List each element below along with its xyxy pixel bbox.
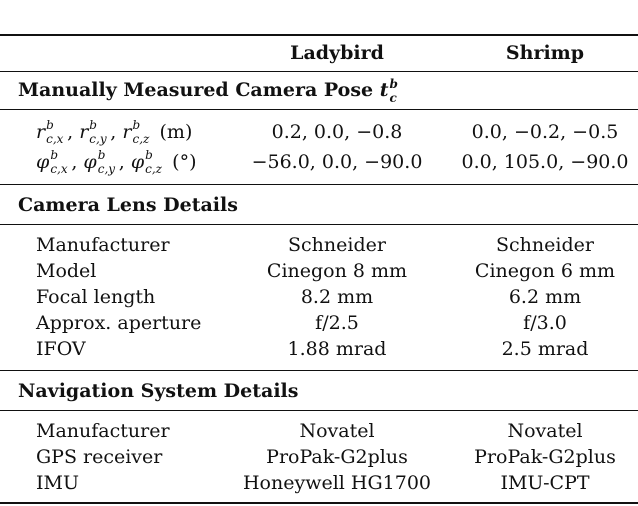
table-row: Manufacturer Schneider Schneider: [36, 234, 594, 256]
pose-translation-shrimp: 0.0, −0.2, −0.5: [471, 121, 619, 143]
pose-row-translation: [0, 119, 638, 145]
bottom-rule: [0, 502, 638, 504]
table-row: IFOV 1.88 mrad 2.5 mrad: [36, 338, 589, 360]
section-rule-pose-end: [0, 184, 638, 185]
section-title-pose: Manually Measured Camera Pose t b c: [18, 76, 415, 104]
pose-rotation-shrimp: 0.0, 105.0, −90.0: [461, 151, 629, 173]
header-rule: [0, 71, 638, 72]
section-title-lens: Camera Lens Details: [18, 194, 238, 216]
table-row: Focal length 8.2 mm 6.2 mm: [36, 286, 582, 308]
header-ladybird: Ladybird: [290, 42, 384, 64]
top-rule: [0, 34, 638, 36]
section-rule-nav: [0, 410, 638, 411]
header-row: [0, 40, 638, 66]
section-rule-lens-end: [0, 370, 638, 371]
pose-rotation-label: φ b c,x , φ b c,y , φ b c,z (°): [36, 148, 197, 176]
pose-symbol: t b c: [379, 77, 398, 105]
table-row: GPS receiver ProPak-G2plus ProPak-G2plus: [36, 446, 616, 468]
table-row: Model Cinegon 8 mm Cinegon 6 mm: [36, 260, 616, 282]
table-row: Manufacturer Novatel Novatel: [36, 420, 583, 442]
pose-translation-ladybird: 0.2, 0.0, −0.8: [271, 121, 403, 143]
section-title-nav: Navigation System Details: [18, 380, 299, 402]
table-row: Approx. aperture f/2.5 f/3.0: [36, 312, 567, 334]
pose-rotation-ladybird: −56.0, 0.0, −90.0: [251, 151, 423, 173]
section-rule-lens: [0, 224, 638, 225]
pose-row-rotation: [0, 149, 638, 175]
table-row: IMU Honeywell HG1700 IMU-CPT: [36, 472, 590, 494]
header-shrimp: Shrimp: [505, 42, 585, 64]
section-rule-pose: [0, 109, 638, 110]
pose-translation-label: r b c,x , r b c,y , r b c,z (m): [36, 118, 193, 146]
